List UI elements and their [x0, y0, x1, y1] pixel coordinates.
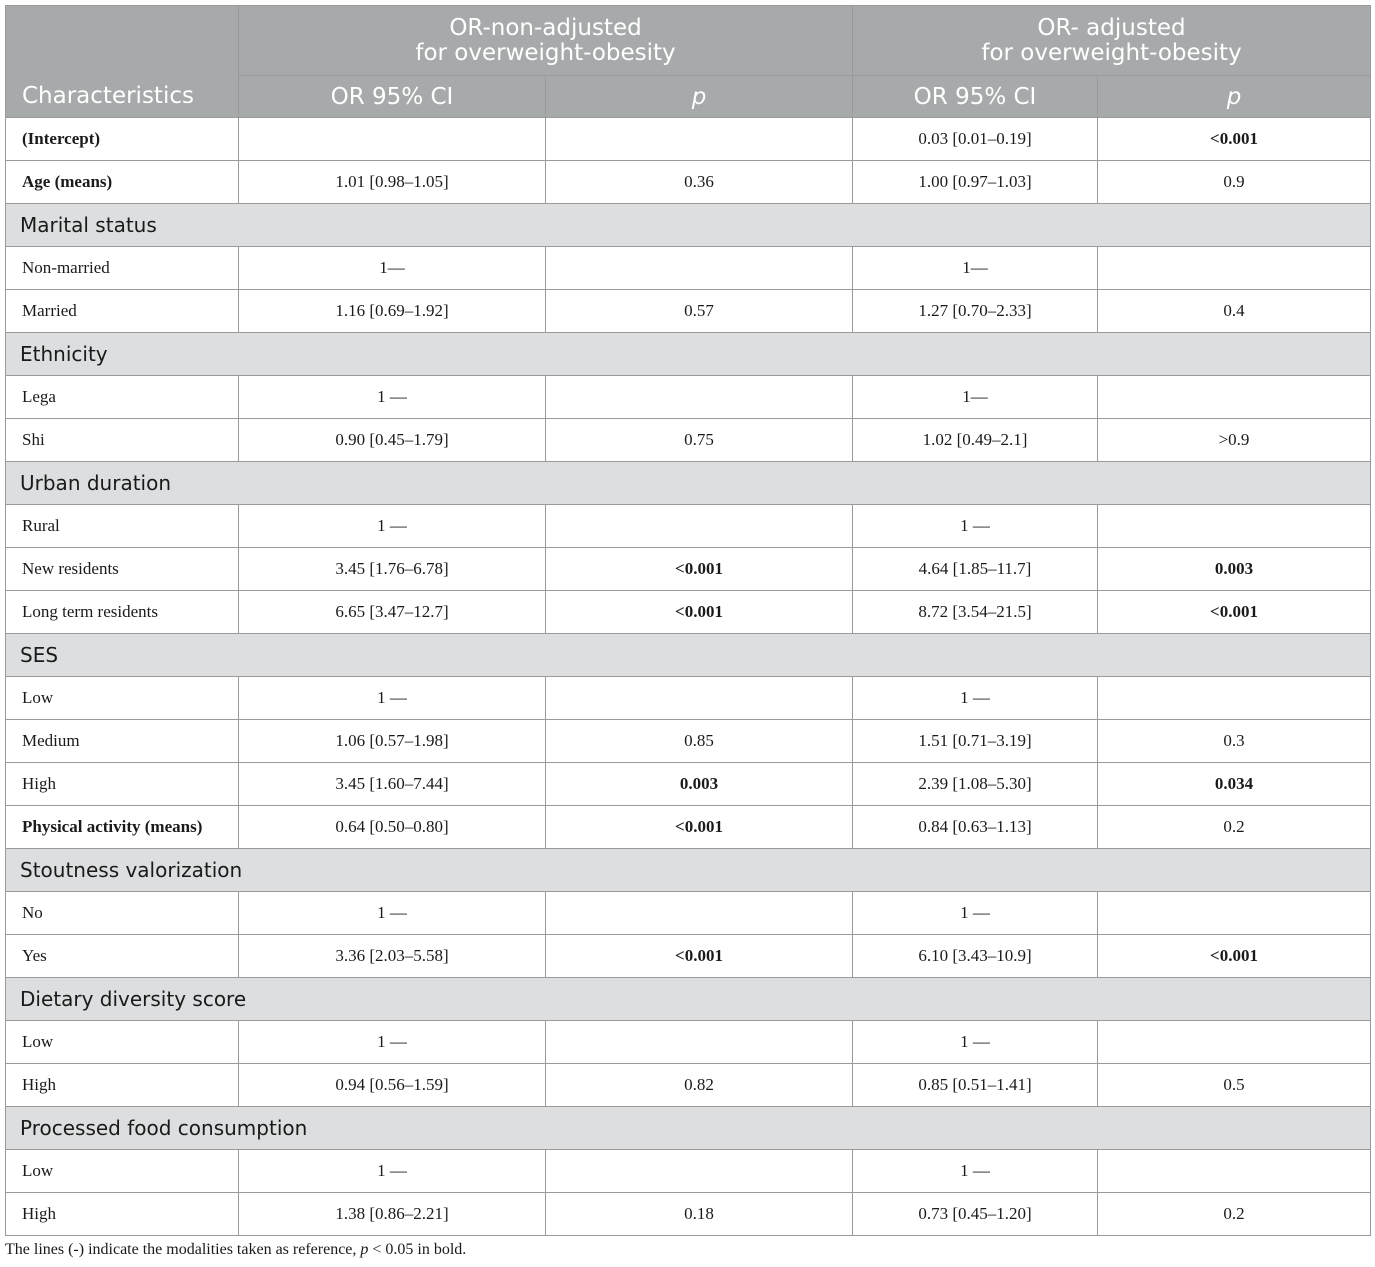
adjusted-p-cell: 0.2	[1098, 806, 1371, 849]
adjusted-or-ci-cell: 1 —	[853, 677, 1098, 720]
adjusted-p-cell: 0.2	[1098, 1193, 1371, 1236]
row-label-cell: Physical activity (means)	[6, 806, 239, 849]
footnote-text-start: The lines (-) indicate the modalities taken as reference,	[5, 1241, 361, 1258]
adjusted-or-ci-cell: 1.27 [0.70–2.33]	[853, 290, 1098, 333]
non-adjusted-or-ci-header: OR 95% CI	[239, 76, 546, 118]
non-adjusted-p-cell: <0.001	[546, 806, 853, 849]
adjusted-p-cell: 0.3	[1098, 720, 1371, 763]
adjusted-p-cell: 0.034	[1098, 763, 1371, 806]
row-label-cell: New residents	[6, 548, 239, 591]
non-adjusted-or-ci-cell: 1.16 [0.69–1.92]	[239, 290, 546, 333]
adjusted-or-ci-cell: 1 —	[853, 892, 1098, 935]
row-label-cell: High	[6, 1064, 239, 1107]
adjusted-or-ci-cell: 0.85 [0.51–1.41]	[853, 1064, 1098, 1107]
table-row	[6, 376, 1371, 419]
section-label: Marital status	[6, 204, 1371, 247]
adjusted-or-ci-cell: 1 —	[853, 505, 1098, 548]
section-row	[6, 462, 1371, 505]
non-adjusted-or-ci-cell: 0.90 [0.45–1.79]	[239, 419, 546, 462]
adjusted-p-cell	[1098, 505, 1371, 548]
table-row	[6, 247, 1371, 290]
table-row	[6, 720, 1371, 763]
section-row	[6, 978, 1371, 1021]
characteristics-header: Characteristics	[6, 6, 239, 118]
row-label-cell: Married	[6, 290, 239, 333]
non-adjusted-or-ci-cell: 1.06 [0.57–1.98]	[239, 720, 546, 763]
table-row	[6, 935, 1371, 978]
adjusted-or-ci-cell: 1.00 [0.97–1.03]	[853, 161, 1098, 204]
non-adjusted-or-ci-cell: 1 —	[239, 376, 546, 419]
table-header	[6, 6, 1371, 118]
row-label-cell: Rural	[6, 505, 239, 548]
table-row	[6, 806, 1371, 849]
section-label: Dietary diversity score	[6, 978, 1371, 1021]
non-adjusted-p-cell: 0.18	[546, 1193, 853, 1236]
adjusted-or-ci-cell: 4.64 [1.85–11.7]	[853, 548, 1098, 591]
non-adjusted-or-ci-cell: 1.01 [0.98–1.05]	[239, 161, 546, 204]
non-adjusted-p-cell: <0.001	[546, 548, 853, 591]
non-adjusted-or-ci-cell: 0.94 [0.56–1.59]	[239, 1064, 546, 1107]
results-table-container	[5, 5, 1370, 1236]
row-label-cell: Medium	[6, 720, 239, 763]
non-adjusted-or-ci-cell: 1 —	[239, 677, 546, 720]
table-row	[6, 1021, 1371, 1064]
non-adjusted-p-cell	[546, 892, 853, 935]
adjusted-or-ci-cell: 1—	[853, 247, 1098, 290]
non-adjusted-p-cell	[546, 376, 853, 419]
row-label-cell: (Intercept)	[6, 118, 239, 161]
non-adjusted-p-cell	[546, 505, 853, 548]
adjusted-or-ci-cell: 0.73 [0.45–1.20]	[853, 1193, 1098, 1236]
row-label-cell: Lega	[6, 376, 239, 419]
table-row	[6, 548, 1371, 591]
section-row	[6, 849, 1371, 892]
adjusted-group-header	[853, 6, 1371, 76]
table-row	[6, 677, 1371, 720]
adjusted-p-cell: 0.9	[1098, 161, 1371, 204]
row-label-cell: High	[6, 1193, 239, 1236]
non-adjusted-p-cell: 0.57	[546, 290, 853, 333]
adjusted-or-ci-cell: 8.72 [3.54–21.5]	[853, 591, 1098, 634]
adjusted-header-line2: for overweight-obesity	[981, 39, 1242, 66]
adjusted-p-cell	[1098, 677, 1371, 720]
adjusted-or-ci-cell: 1.02 [0.49–2.1]	[853, 419, 1098, 462]
row-label-cell: Shi	[6, 419, 239, 462]
non-adjusted-or-ci-cell	[239, 118, 546, 161]
non-adjusted-p-cell: <0.001	[546, 935, 853, 978]
adjusted-or-ci-cell: 1.51 [0.71–3.19]	[853, 720, 1098, 763]
section-row	[6, 634, 1371, 677]
adjusted-p-cell: 0.003	[1098, 548, 1371, 591]
non-adjusted-group-header	[239, 6, 853, 76]
section-row	[6, 1107, 1371, 1150]
non-adjusted-header-line1: OR-non-adjusted	[449, 14, 642, 41]
non-adjusted-p-cell	[546, 1150, 853, 1193]
non-adjusted-p-cell: 0.75	[546, 419, 853, 462]
table-row	[6, 505, 1371, 548]
table-row	[6, 419, 1371, 462]
section-row	[6, 204, 1371, 247]
table-row	[6, 1193, 1371, 1236]
row-label-cell: Low	[6, 1021, 239, 1064]
non-adjusted-p-cell: 0.85	[546, 720, 853, 763]
non-adjusted-p-cell	[546, 118, 853, 161]
adjusted-p-cell: 0.5	[1098, 1064, 1371, 1107]
adjusted-p-cell	[1098, 376, 1371, 419]
odds-ratio-table	[5, 5, 1371, 1236]
non-adjusted-or-ci-cell: 1—	[239, 247, 546, 290]
adjusted-p-cell	[1098, 247, 1371, 290]
non-adjusted-p-cell	[546, 247, 853, 290]
non-adjusted-p-cell: <0.001	[546, 591, 853, 634]
non-adjusted-header-line2: for overweight-obesity	[415, 39, 676, 66]
non-adjusted-p-header: p	[546, 76, 853, 118]
non-adjusted-p-cell: 0.82	[546, 1064, 853, 1107]
non-adjusted-p-cell: 0.003	[546, 763, 853, 806]
row-label-cell: Non-married	[6, 247, 239, 290]
adjusted-or-ci-header: OR 95% CI	[853, 76, 1098, 118]
adjusted-or-ci-cell: 1—	[853, 376, 1098, 419]
adjusted-p-cell: >0.9	[1098, 419, 1371, 462]
section-label: Ethnicity	[6, 333, 1371, 376]
adjusted-p-header: p	[1098, 76, 1371, 118]
table-row	[6, 161, 1371, 204]
table-body	[6, 118, 1371, 1236]
footnote-text-end: < 0.05 in bold.	[368, 1241, 467, 1258]
table-footnote	[5, 1241, 466, 1259]
section-label: Processed food consumption	[6, 1107, 1371, 1150]
non-adjusted-or-ci-cell: 6.65 [3.47–12.7]	[239, 591, 546, 634]
non-adjusted-p-cell: 0.36	[546, 161, 853, 204]
adjusted-header-line1: OR- adjusted	[1037, 14, 1186, 41]
table-row	[6, 892, 1371, 935]
row-label-cell: Long term residents	[6, 591, 239, 634]
table-row	[6, 763, 1371, 806]
footnote-p-symbol: p	[360, 1241, 369, 1258]
adjusted-or-ci-cell: 2.39 [1.08–5.30]	[853, 763, 1098, 806]
row-label-cell: Low	[6, 677, 239, 720]
table-row	[6, 290, 1371, 333]
row-label-cell: Age (means)	[6, 161, 239, 204]
table-row	[6, 118, 1371, 161]
non-adjusted-or-ci-cell: 3.45 [1.60–7.44]	[239, 763, 546, 806]
adjusted-p-cell	[1098, 1150, 1371, 1193]
non-adjusted-or-ci-cell: 1 —	[239, 1150, 546, 1193]
adjusted-p-cell	[1098, 1021, 1371, 1064]
section-label: SES	[6, 634, 1371, 677]
section-row	[6, 333, 1371, 376]
table-row	[6, 591, 1371, 634]
adjusted-p-cell: <0.001	[1098, 935, 1371, 978]
adjusted-or-ci-cell: 0.84 [0.63–1.13]	[853, 806, 1098, 849]
table-row	[6, 1150, 1371, 1193]
section-label: Urban duration	[6, 462, 1371, 505]
row-label-cell: No	[6, 892, 239, 935]
row-label-cell: Yes	[6, 935, 239, 978]
non-adjusted-p-cell	[546, 1021, 853, 1064]
adjusted-or-ci-cell: 6.10 [3.43–10.9]	[853, 935, 1098, 978]
adjusted-p-cell	[1098, 892, 1371, 935]
adjusted-or-ci-cell: 0.03 [0.01–0.19]	[853, 118, 1098, 161]
adjusted-p-cell: <0.001	[1098, 591, 1371, 634]
section-label: Stoutness valorization	[6, 849, 1371, 892]
row-label-cell: Low	[6, 1150, 239, 1193]
non-adjusted-or-ci-cell: 1 —	[239, 892, 546, 935]
non-adjusted-or-ci-cell: 1 —	[239, 1021, 546, 1064]
row-label-cell: High	[6, 763, 239, 806]
non-adjusted-or-ci-cell: 0.64 [0.50–0.80]	[239, 806, 546, 849]
adjusted-or-ci-cell: 1 —	[853, 1150, 1098, 1193]
non-adjusted-or-ci-cell: 3.36 [2.03–5.58]	[239, 935, 546, 978]
non-adjusted-or-ci-cell: 1 —	[239, 505, 546, 548]
adjusted-or-ci-cell: 1 —	[853, 1021, 1098, 1064]
adjusted-p-cell: <0.001	[1098, 118, 1371, 161]
table-row	[6, 1064, 1371, 1107]
non-adjusted-or-ci-cell: 1.38 [0.86–2.21]	[239, 1193, 546, 1236]
non-adjusted-p-cell	[546, 677, 853, 720]
adjusted-p-cell: 0.4	[1098, 290, 1371, 333]
non-adjusted-or-ci-cell: 3.45 [1.76–6.78]	[239, 548, 546, 591]
